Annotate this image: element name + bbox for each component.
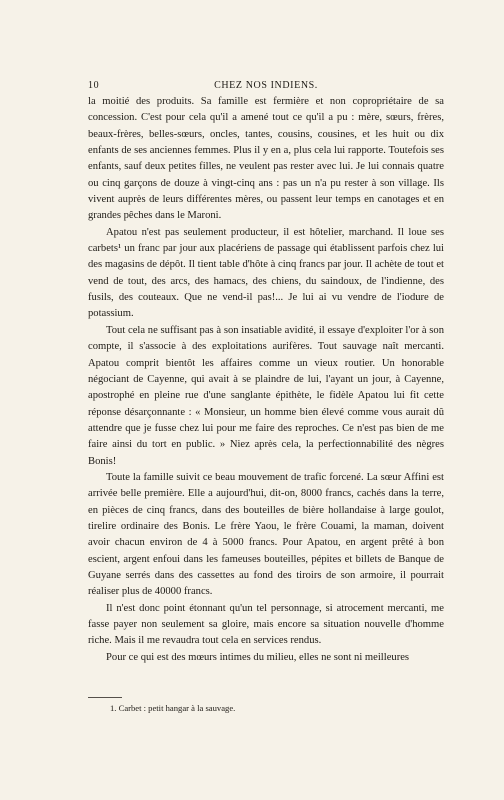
paragraph-2: Apatou n'est pas seulement producteur, il est hôtelier, marchand. Il loue ses carbets¹ un franc par jour aux placériens de passage qui établissent parfois chez lui des magasins de dépôt. Il tient table d'hôte à cinq francs par jour. Il achète de tout et vend de tout, des arcs, des hamacs, des chiens, du saindoux, de l'indienne, des fusils, des couteaux. Que ne vend-il pas!... Je lui ai vu vendre de l'iodure de potassium.	[88, 226, 444, 320]
paragraph-4: Toute la famille suivit ce beau mouvement de trafic forcené. La sœur Affini est arrivée belle première. Elle a aujourd'hui, dit-on, 8000 francs, cachés dans la terre, en pièces de cinq francs, dans des bouteilles de bière hollandaise à large goulot, tirelire ordinaire des Bonis. Le frère Yaou, le frère Couami, la maman, doivent avoir chacun environ de 4 à 5000 francs. Pour Apatou, en argent prêté à bon escient, argent enfoui dans les fameuses bouteilles, pépites et billets de Banque de Guyane serrés dans des cassettes au fond des tiroirs de son armoire, il pourrait réaliser plus de 40000 francs.	[88, 471, 444, 598]
footnote: 1. Carbet : petit hangar à la sauvage.	[110, 703, 236, 713]
page-number: 10	[88, 80, 100, 91]
body-text	[88, 94, 444, 666]
footnote-divider	[88, 697, 122, 698]
running-title: CHEZ NOS INDIENS.	[214, 80, 318, 91]
paragraph-1: la moitié des produits. Sa famille est fermière et non copropriétaire de sa concession. C'est pour cela qu'il a amené tout ce qu'il a pu : mère, sœurs, frères, beaux-frères, belles-sœurs, oncles, tantes, cousins, cousines, et les huit ou dix enfants de ses anciennes femmes. Plus il y en a, plus cela lui rapporte. Toutefois ses enfants, sauf deux petites filles, ne veulent pas rester avec lui. Je lui connais quatre ou cinq garçons de douze à vingt-cinq ans : pas un n'a pu rester à son village. Ils vivent auprès de leurs différentes mères, ou passent leur temps en canotages et en grandes pêches dans le Maroni.	[88, 96, 444, 222]
paragraph-3: Tout cela ne suffisant pas à son insatiable avidité, il essaye d'exploiter l'or à son compte, il s'associe à des exploitations aurifères. Tout sauvage naît mercanti. Apatou comprit bientôt les affaires comme un vieux routier. Un honorable négociant de Cayenne, qui avait à se plaindre de lui, l'ayant un jour, à Cayenne, apostrophé en pleine rue d'une sanglante épithète, le fidèle Apatou lui fit cette réponse désarçonnante : « Monsieur, un homme bien élevé comme vous aurait dû attendre que je fusse chez lui pour me faire des reproches. Ce n'est pas bien de me faire ainsi du tort en public. » Niez après cela, la perfectionnabilité des nègres Bonis!	[88, 324, 444, 467]
paragraph-6: Pour ce qui est des mœurs intimes du milieu, elles ne sont ni meilleures	[106, 651, 410, 663]
page-header	[88, 80, 444, 94]
paragraph-5: Il n'est donc point étonnant qu'un tel personnage, si atrocement mercanti, me fasse payer non seulement sa gloire, mais encore sa situation nouvelle d'homme riche. Mais il me revaudra tout cela en services rendus.	[88, 602, 444, 647]
